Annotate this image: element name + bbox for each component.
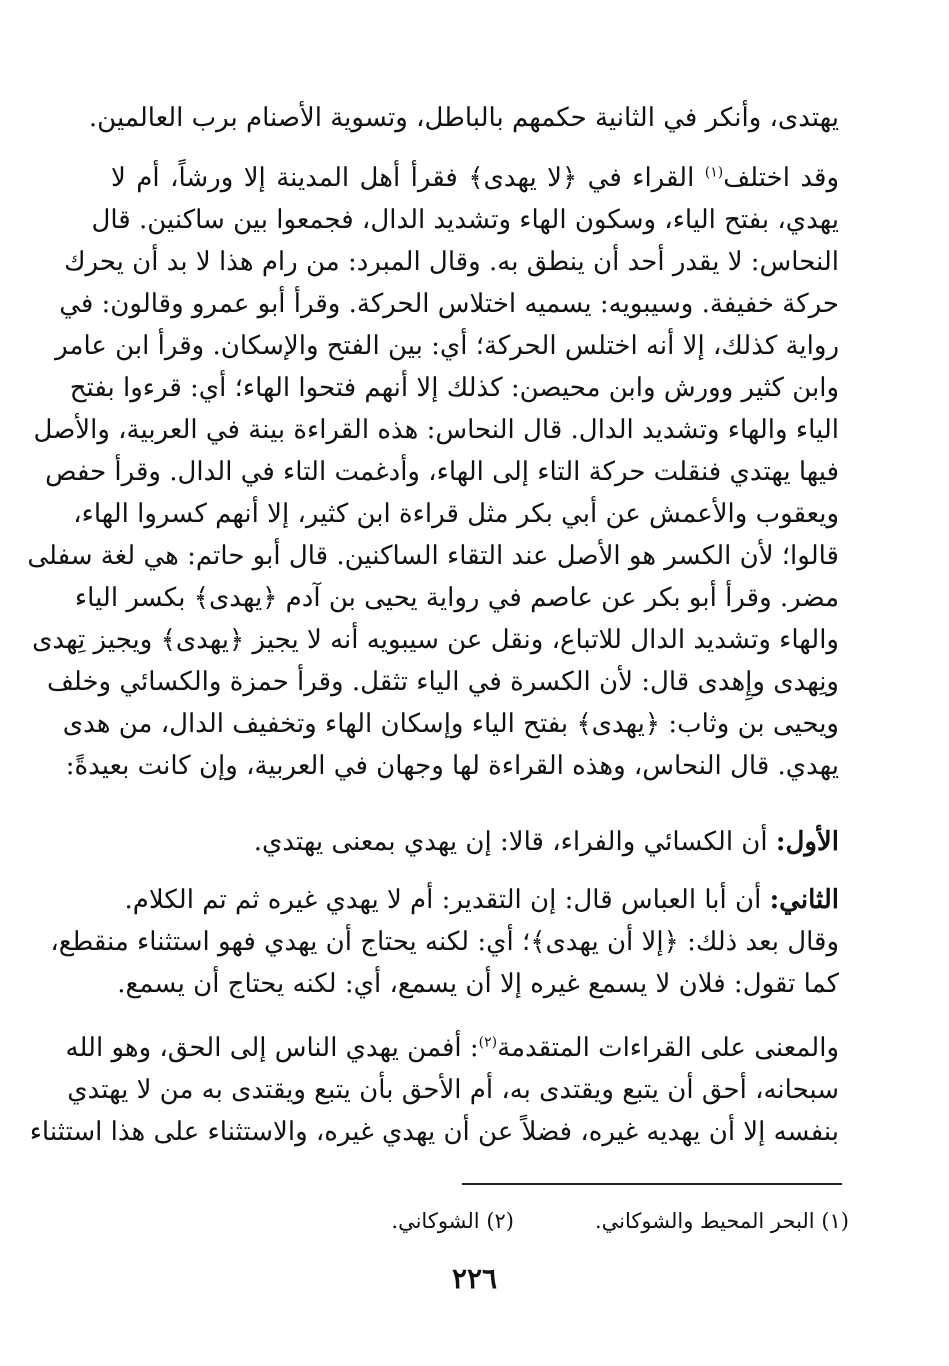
text-line: رواية كذلك، إلا أنه اختلس الحركة؛ أي: بين الفتح والإسكان. وقرأ ابن عامر bbox=[55, 331, 839, 361]
text-line: كما تقول: فلان لا يسمع غيره إلا أن يسمع، أي: لكنه يحتاج أن يسمع. bbox=[117, 969, 839, 999]
footnote-ref-1[interactable]: (١) bbox=[704, 164, 724, 181]
text-line: والهاء وتشديد الدال للاتباع، ونقل عن سيبويه أنه لا يجيز ﴿يهدى﴾ ويجيز تِهدى bbox=[32, 625, 839, 655]
text-line: يهتدى، وأنكر في الثانية حكمهم بالباطل، وتسوية الأصنام برب العالمين. bbox=[88, 103, 839, 133]
text-line: ونِهدى وإِهدى قال: لأن الكسرة في الياء تثقل. وقرأ حمزة والكسائي وخلف bbox=[46, 667, 839, 697]
text-line: الأول: أن الكسائي والفراء، قالا: إن يهدي بمعنى يهتدي. bbox=[253, 827, 839, 857]
text-line: وقد اختلف$^{(١)}$ القراء في ﴿لا يهدى﴾ فقرأ أهل المدينة إلا ورشاً، أم لا bbox=[111, 163, 840, 193]
label-second: الثاني: bbox=[769, 885, 839, 915]
text-line: وقال بعد ذلك: ﴿إلا أن يهدى﴾؛ أي: لكنه يحتاج أن يهدي فهو استثناء منقطع، bbox=[50, 927, 839, 957]
text-line: وابن كثير وورش وابن محيصن: كذلك إلا أنهم فتحوا الهاء؛ أي: قرءوا بفتح bbox=[69, 373, 839, 403]
text-line: فيها يهتدي فنقلت حركة التاء إلى الهاء، وأدغمت التاء في الدال. وقرأ حفص bbox=[45, 457, 839, 487]
text-line: النحاس: لا يقدر أحد أن ينطق به. وقال المبرد: من رام هذا لا بد أن يحرك bbox=[64, 247, 839, 277]
text-line: حركة خفيفة. وسيبويه: يسميه اختلاس الحركة. وقرأ أبو عمرو وقالون: في bbox=[59, 289, 839, 319]
text-line: يهدي، بفتح الياء، وسكون الهاء وتشديد الدال، فجمعوا بين ساكنين. قال bbox=[91, 205, 839, 235]
text-line: يهدي. قال النحاس، وهذه القراءة لها وجهان في العربية، وإن كانت بعيدةً: bbox=[65, 751, 839, 781]
footnote-ref-2[interactable]: (٢) bbox=[478, 1034, 498, 1051]
text-line: الياء والهاء وتشديد الدال. قال النحاس: هذه القراءة بينة في العربية، والأصل bbox=[33, 415, 839, 445]
text-line: قالوا؛ لأن الكسر هو الأصل عند التقاء الساكنين. قال أبو حاتم: هي لغة سفلى bbox=[27, 541, 839, 571]
text-line: الثاني: أن أبا العباس قال: إن التقدير: أم لا يهدي غيره ثم تم الكلام. bbox=[124, 885, 839, 915]
text-line: بنفسه إلا أن يهديه غيره، فضلاً عن أن يهدي غيره، والاستثناء على هذا استثناء bbox=[29, 1117, 839, 1147]
text-line: سبحانه، أحق أن يتبع ويقتدى به، أم الأحق بأن يتبع ويقتدى به من لا يهتدي bbox=[67, 1075, 839, 1105]
label-first: الأول: bbox=[775, 827, 839, 857]
footnote-divider bbox=[462, 1183, 842, 1185]
footnote-2: (٢) الشوكاني. bbox=[391, 1209, 514, 1233]
text-line: والمعنى على القراءات المتقدمة$^{(٢)}$: أفمن يهدي الناس إلى الحق، وهو الله bbox=[65, 1033, 839, 1063]
text-line: ويحيى بن وثاب: ﴿يهدى﴾ بفتح الياء وإسكان الهاء وتخفيف الدال، من هدى bbox=[62, 709, 839, 739]
text-line: مضر. وقرأ أبو بكر عن عاصم في رواية يحيى بن آدم ﴿يهدى﴾ بكسر الياء bbox=[74, 583, 839, 613]
text-line: ويعقوب والأعمش عن أبي بكر مثل قراءة ابن كثير، إلا أنهم كسروا الهاء، bbox=[73, 499, 839, 529]
page-number: ٢٢٦ bbox=[451, 1262, 498, 1295]
footnote-1: (١) البحر المحيط والشوكاني. bbox=[595, 1209, 849, 1233]
